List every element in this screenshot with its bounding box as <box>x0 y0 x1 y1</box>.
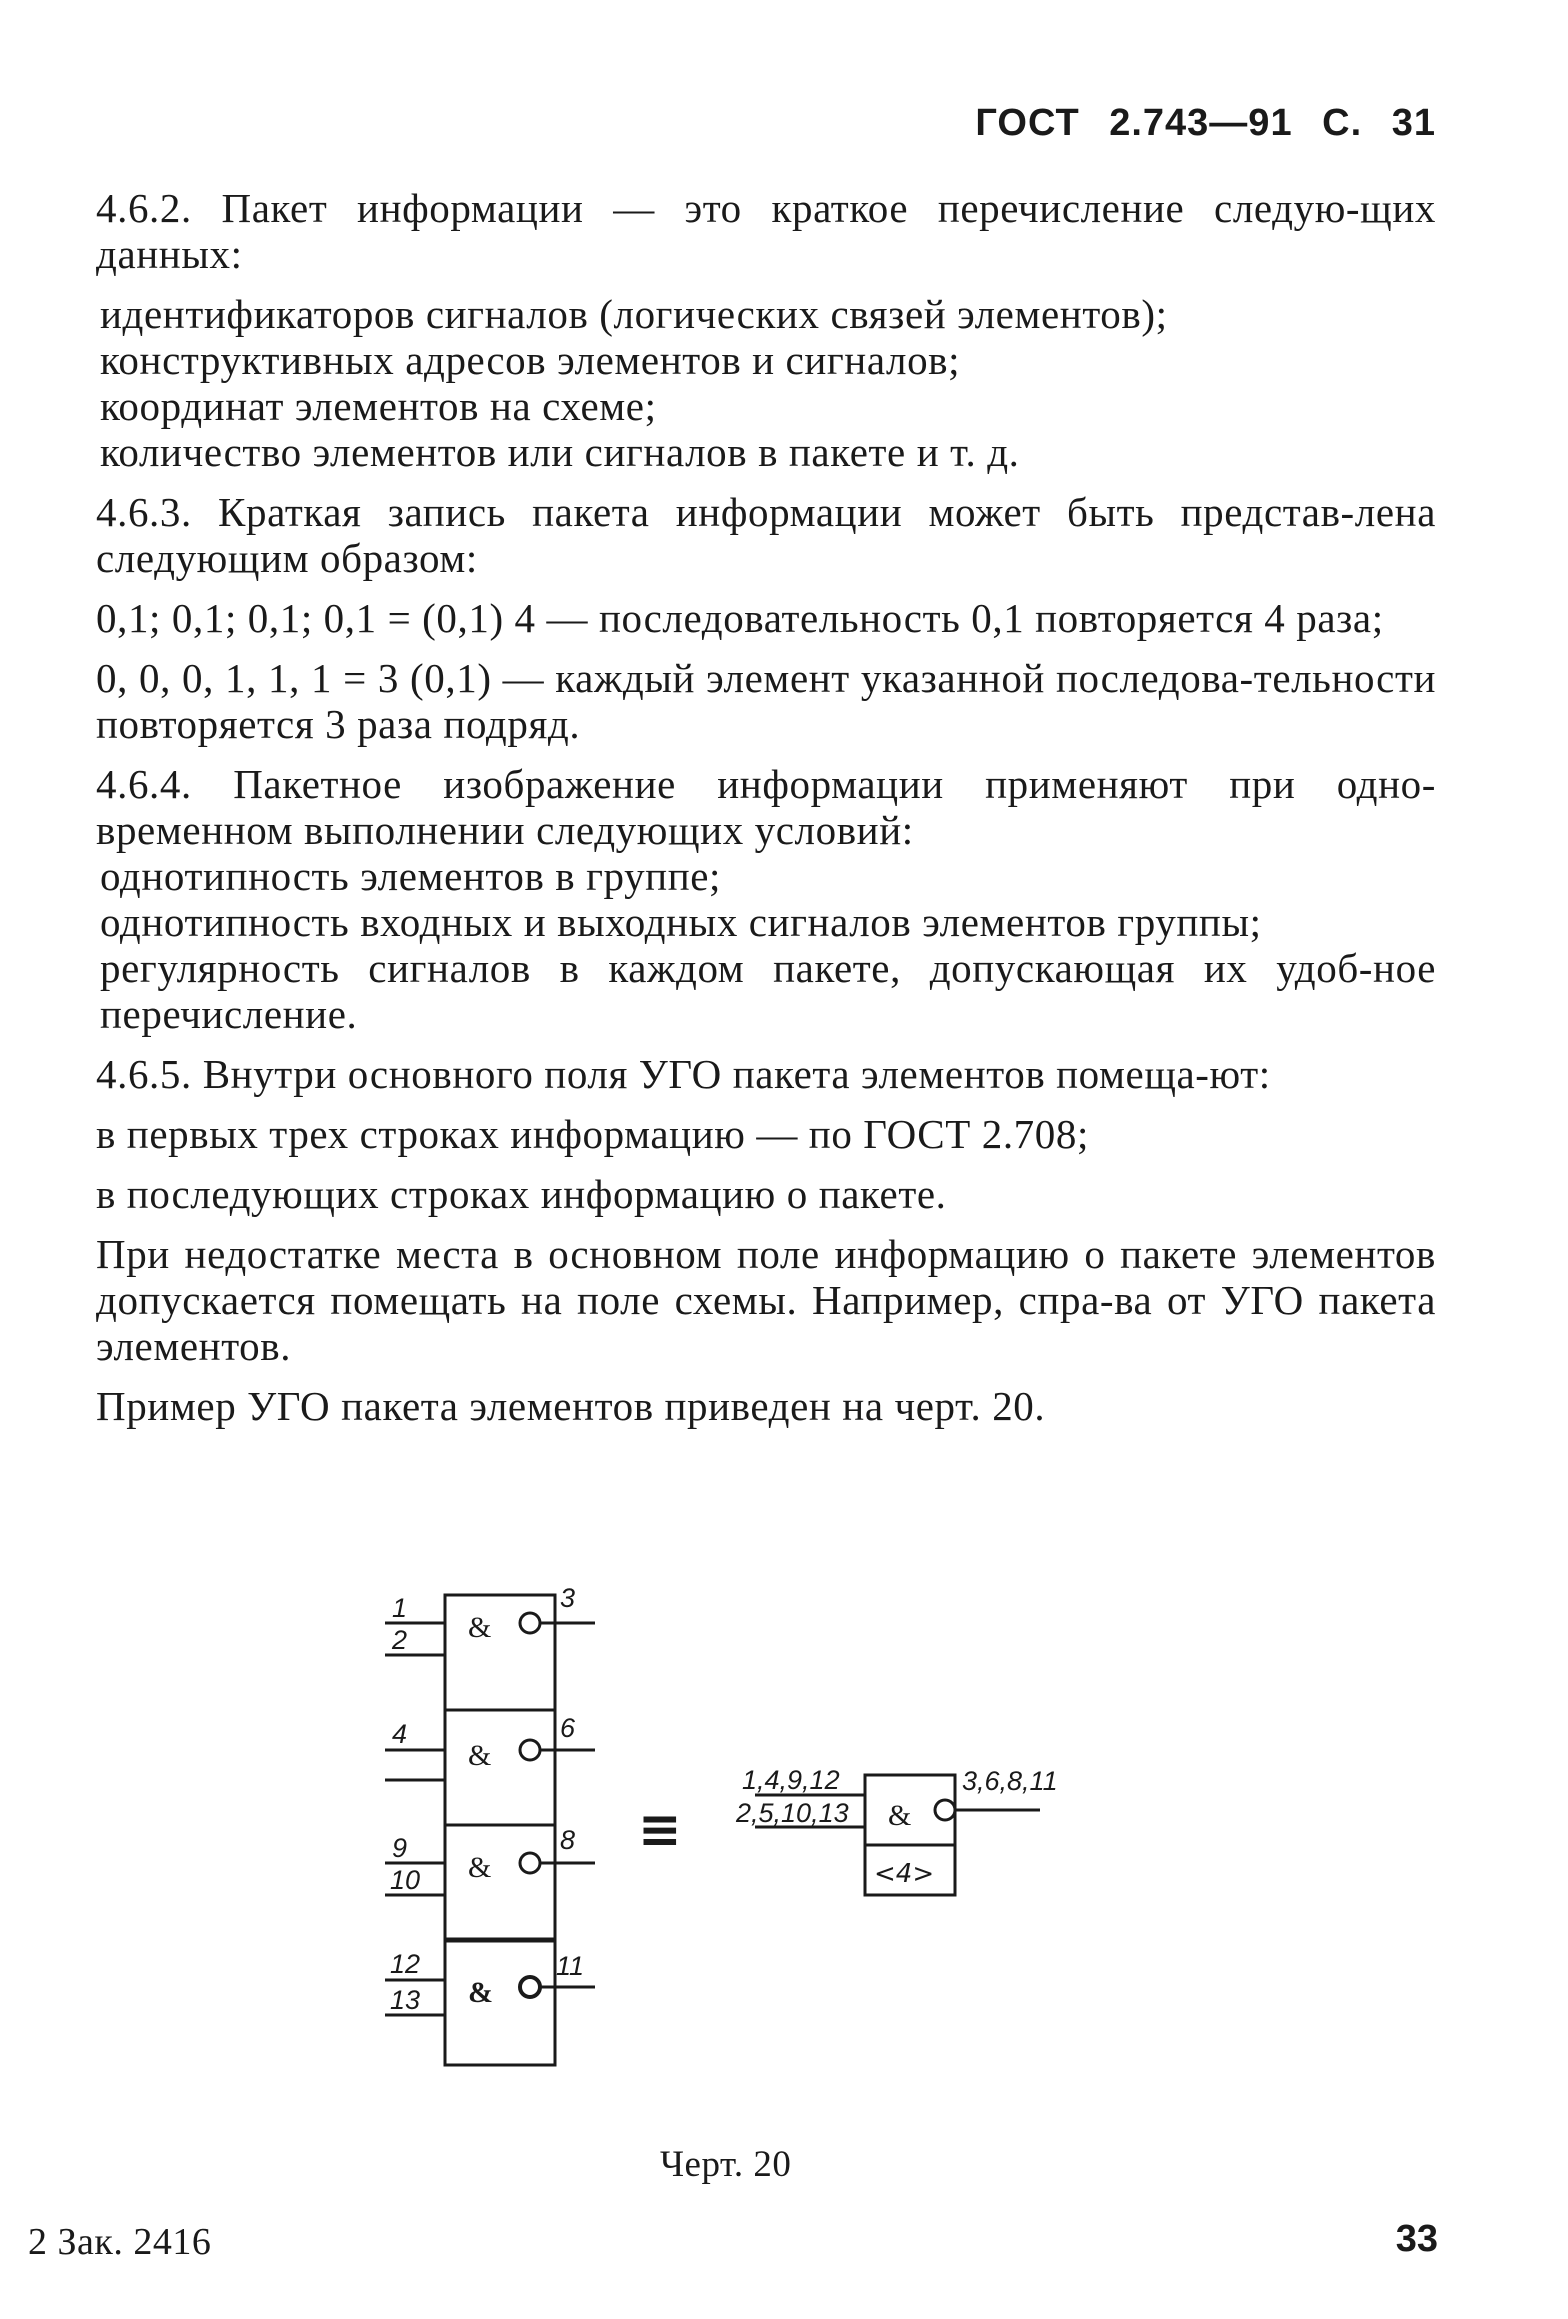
footer-order-number: 2 Зак. 2416 <box>28 2221 212 2263</box>
gate-symbol: & <box>468 1611 492 1644</box>
input-label: 2 <box>392 1625 408 1655</box>
list-4-6-2 <box>96 291 1436 475</box>
list-item: в последующих строках информацию о пакете. <box>96 1171 947 1217</box>
input-label: 1 <box>392 1593 408 1623</box>
running-header <box>975 102 1436 145</box>
list-item: количество элементов или сигналов в пакете и т. д. <box>100 429 1020 475</box>
standard-number: 2.743—91 <box>1109 102 1293 144</box>
output-label: 3 <box>560 1585 576 1613</box>
inversion-bubble <box>520 1740 540 1760</box>
input-label: 12 <box>390 1949 421 1979</box>
example-line-2: 0, 0, 0, 1, 1, 1 = 3 (0,1) — каждый элемент указанной последова-тельности повторяется 3 раза подряд. <box>96 655 1436 747</box>
gate-symbol: & <box>468 1851 492 1884</box>
inversion-bubble <box>520 1977 540 1997</box>
paragraph-4-6-2: 4.6.2. Пакет информации — это краткое перечисление следую-щих данных: <box>96 185 1436 277</box>
input-label: 13 <box>390 1985 421 2015</box>
inversion-bubble <box>935 1800 955 1820</box>
output-label: 11 <box>556 1951 585 1981</box>
list-item: конструктивных адресов элементов и сигналов; <box>100 337 961 383</box>
example-line-1: 0,1; 0,1; 0,1; 0,1 = (0,1) 4 — последовательность 0,1 повторяется 4 раза; <box>96 595 1384 641</box>
list-item: регулярность сигналов в каждом пакете, допускающая их удоб-ное перечисление. <box>100 945 1436 1037</box>
page-number: 31 <box>1391 102 1436 144</box>
list-item: однотипность входных и выходных сигналов элементов группы; <box>100 899 1262 945</box>
logic-diagram <box>370 1585 1130 2085</box>
list-item: координат элементов на схеме; <box>100 383 657 429</box>
packet-inputs-bottom-label: 2,5,10,13 <box>736 1798 849 1828</box>
packet-outputs-label: 3,6,8,11 <box>962 1766 1058 1796</box>
inversion-bubble <box>520 1853 540 1873</box>
paragraph-example-ref: Пример УГО пакета элементов приведен на черт. 20. <box>96 1383 1046 1429</box>
output-label: 8 <box>560 1825 576 1855</box>
body-text <box>96 185 1436 1443</box>
paragraph-4-6-4: 4.6.4. Пакетное изображение информации применяют при одно-временном выполнении следующих условий: <box>96 761 1436 853</box>
footer-page-number: 33 <box>1395 2218 1438 2260</box>
list-4-6-4 <box>96 853 1436 1037</box>
output-label: 6 <box>560 1713 576 1743</box>
paragraph-4-6-5: 4.6.5. Внутри основного поля УГО пакета элементов помеща-ют: <box>96 1051 1271 1097</box>
figure-20 <box>370 1585 1130 2085</box>
paragraph-lack-of-space: При недостатке места в основном поле информацию о пакете элементов допускается помещать на поле схемы. Например, спра-ва от УГО пакета элементов. <box>96 1231 1436 1369</box>
equivalence-sign: ≡ <box>638 1800 682 1860</box>
gate-symbol: & <box>888 1799 912 1832</box>
standard-label: ГОСТ <box>975 102 1080 144</box>
input-label: 9 <box>392 1833 408 1863</box>
gate-symbol: & <box>468 1976 493 2009</box>
packet-inputs-top-label: 1,4,9,12 <box>742 1765 840 1795</box>
input-label: 10 <box>390 1865 421 1895</box>
paragraph-4-6-3: 4.6.3. Краткая запись пакета информации может быть представ-лена следующим образом: <box>96 489 1436 581</box>
input-label: 4 <box>392 1719 408 1749</box>
list-item: идентификаторов сигналов (логических связей элементов); <box>100 291 1168 337</box>
inversion-bubble <box>520 1613 540 1633</box>
list-item: в первых трех строках информацию — по ГОСТ 2.708; <box>96 1111 1089 1157</box>
list-item: однотипность элементов в группе; <box>100 853 722 899</box>
figure-caption: Черт. 20 <box>660 2144 792 2185</box>
gate-symbol: & <box>468 1739 492 1772</box>
packet-count: <4> <box>874 1859 935 1889</box>
page-prefix: С. <box>1322 102 1363 144</box>
